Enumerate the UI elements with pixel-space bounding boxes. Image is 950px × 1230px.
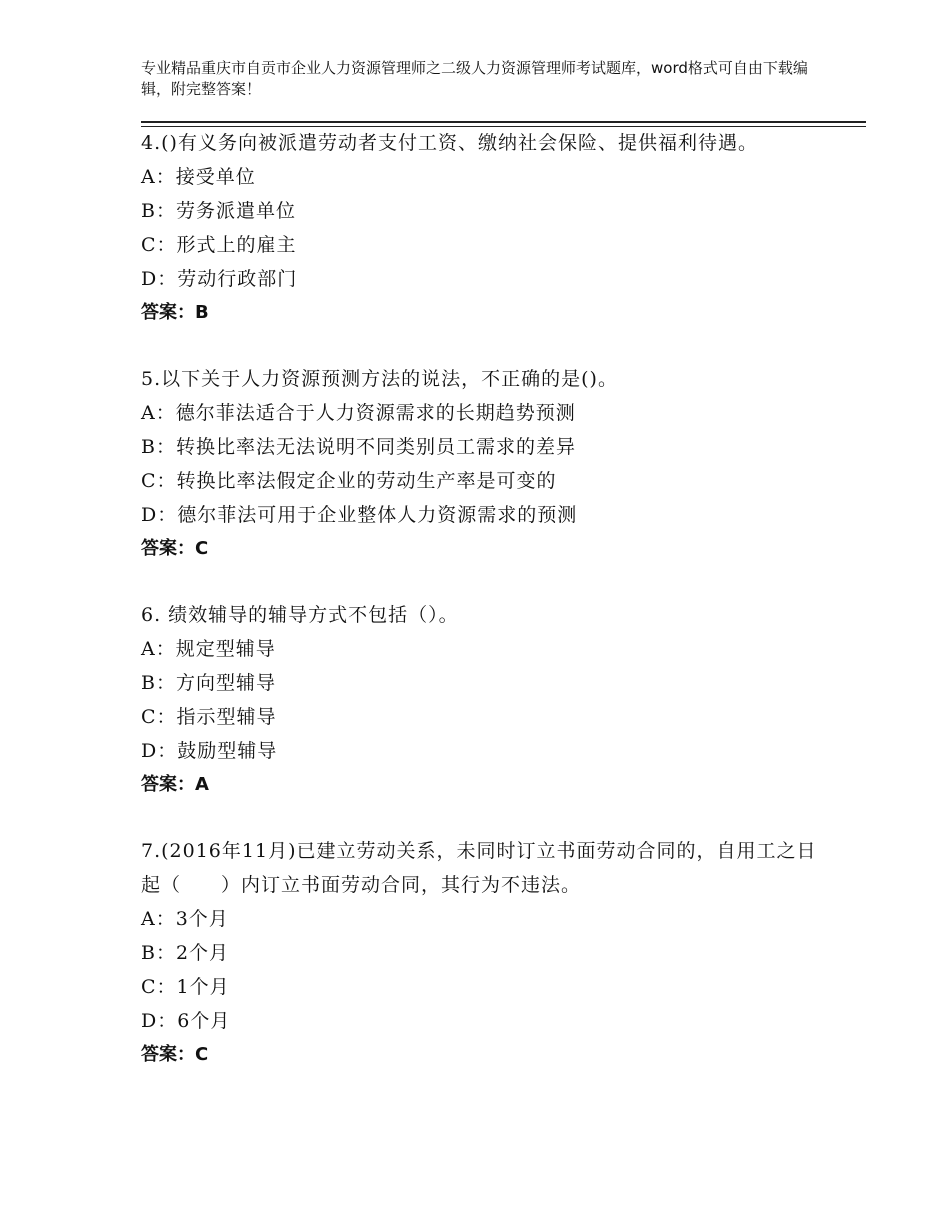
option-c: C：1个月 <box>141 976 230 998</box>
option-a: A：规定型辅导 <box>141 638 276 660</box>
answer-label: 答案：A <box>141 774 209 795</box>
answer-label: 答案：C <box>141 538 209 559</box>
option-c: C：转换比率法假定企业的劳动生产率是可变的 <box>141 470 557 492</box>
option-b: B：方向型辅导 <box>141 672 276 694</box>
question-stem: 4.()有义务向被派遣劳动者支付工资、缴纳社会保险、提供福利待遇。 <box>141 132 758 154</box>
question-5 <box>141 362 831 566</box>
option-a: A：接受单位 <box>141 166 256 188</box>
header-rule-thick <box>141 121 866 123</box>
option-b: B：转换比率法无法说明不同类别员工需求的差异 <box>141 436 576 458</box>
option-a: A：德尔菲法适合于人力资源需求的长期趋势预测 <box>141 402 576 424</box>
option-c: C：形式上的雇主 <box>141 234 297 256</box>
document-header: 专业精品重庆市自贡市企业人力资源管理师之二级人力资源管理师考试题库，word格式可自由下载编辑，附完整答案！ <box>141 59 808 98</box>
option-d: D：6个月 <box>141 1010 231 1032</box>
option-a: A：3个月 <box>141 908 229 930</box>
question-stem: 7.(2016年11月)已建立劳动关系，未同时订立书面劳动合同的，自用工之日起（ ）内订立书面劳动合同，其行为不违法。 <box>141 840 817 896</box>
question-stem: 5.以下关于人力资源预测方法的说法，不正确的是()。 <box>141 368 618 390</box>
question-stem: 6. 绩效辅导的辅导方式不包括（）。 <box>141 604 459 626</box>
question-4 <box>141 126 831 330</box>
option-d: D：德尔菲法可用于企业整体人力资源需求的预测 <box>141 504 578 526</box>
option-c: C：指示型辅导 <box>141 706 277 728</box>
option-b: B：2个月 <box>141 942 230 964</box>
answer-label: 答案：C <box>141 1044 209 1065</box>
option-b: B：劳务派遣单位 <box>141 200 296 222</box>
answer-label: 答案：B <box>141 302 209 323</box>
option-d: D：鼓励型辅导 <box>141 740 278 762</box>
question-list <box>141 126 831 1104</box>
option-d: D：劳动行政部门 <box>141 268 298 290</box>
question-7 <box>141 834 831 1072</box>
question-6 <box>141 598 831 802</box>
